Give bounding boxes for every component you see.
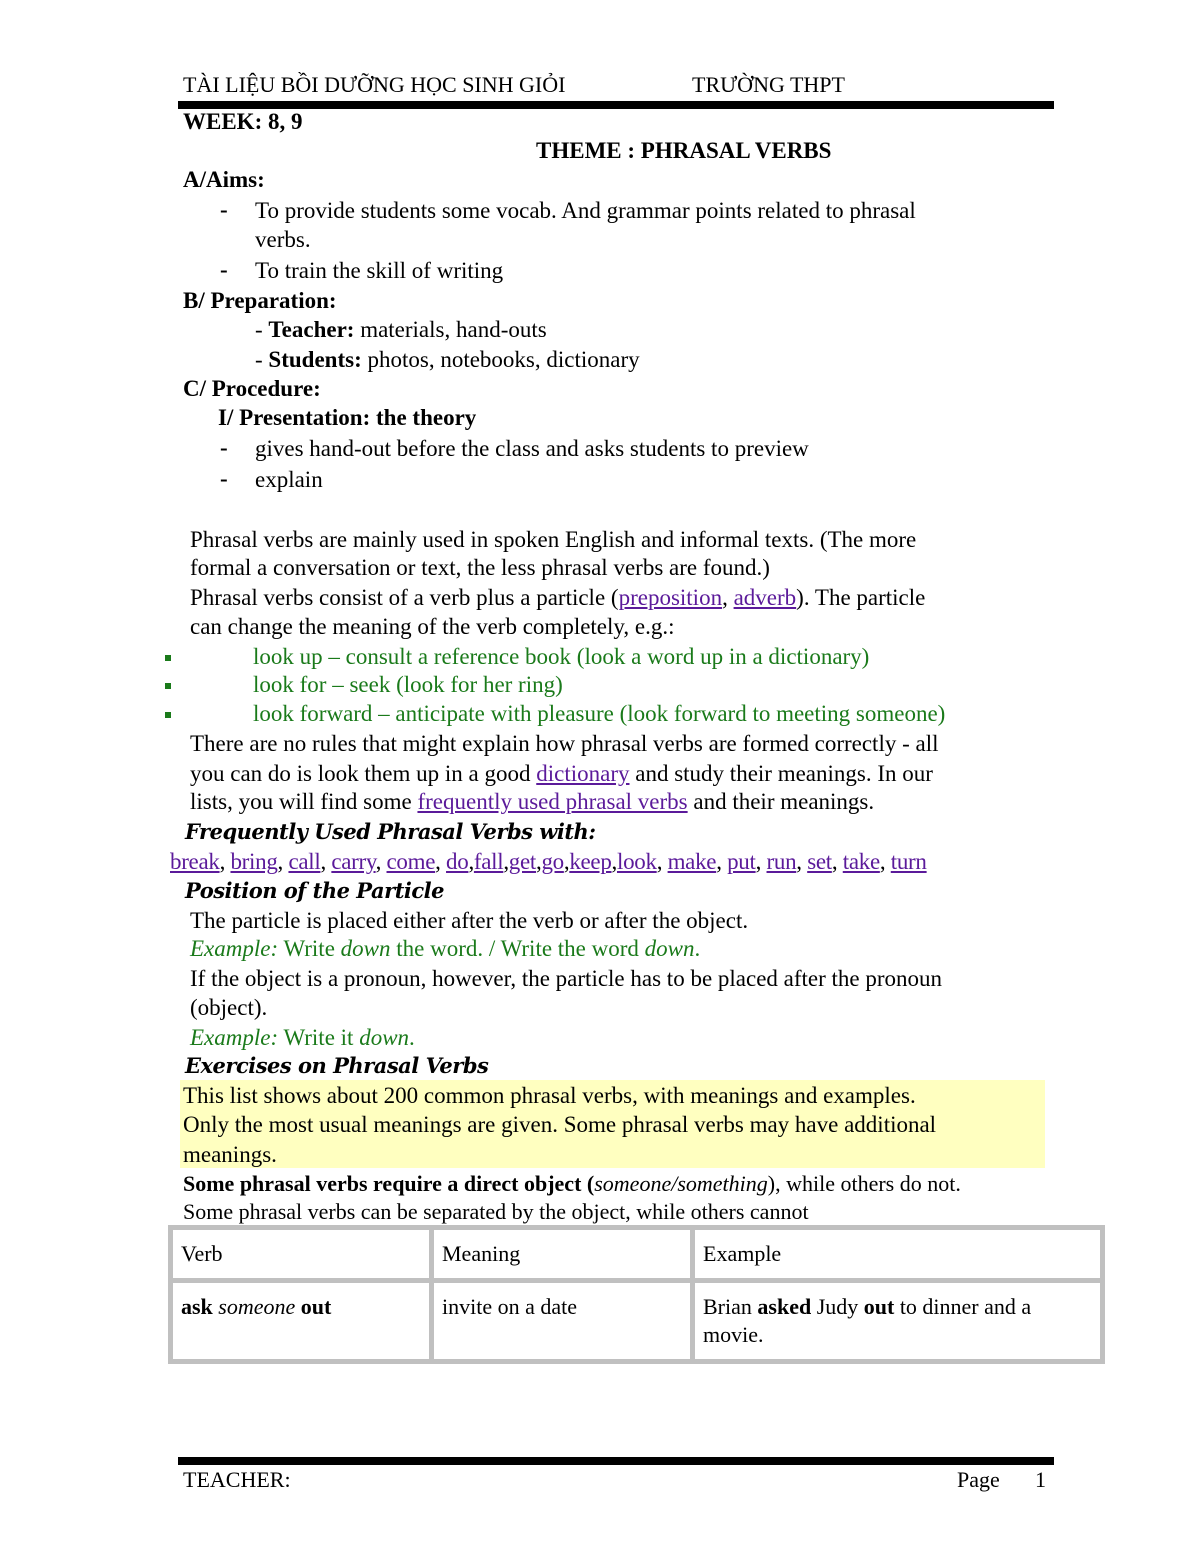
paragraph-line: can change the meaning of the verb completely, e.g.: [190, 614, 675, 639]
phrasal-verb-table [168, 1225, 1105, 1364]
verb-link-come[interactable]: come [386, 849, 436, 874]
paragraph-line: Some phrasal verbs require a direct object (someone/something), while others do not. [183, 1171, 961, 1196]
verb-link-look[interactable]: look [616, 849, 657, 874]
preparation-heading: B/ Preparation: [183, 288, 337, 313]
highlight-line: This list shows about 200 common phrasal verbs, with meanings and examples. [183, 1083, 916, 1108]
verb-link-do[interactable]: do [446, 849, 469, 874]
prep-students: - Students: photos, notebooks, dictionary [255, 347, 640, 372]
header-cell: Meaning [434, 1230, 690, 1278]
bullet-dash: - [220, 435, 228, 460]
paragraph-line: formal a conversation or text, the less phrasal verbs are found.) [190, 555, 770, 580]
square-bullet-icon [165, 683, 171, 689]
footer-page-label: Page [957, 1467, 1000, 1492]
position-heading: Position of the Particle [185, 878, 444, 903]
link-frequent-phrasal-verbs[interactable]: frequently used phrasal verbs [417, 789, 688, 814]
verb-link-run[interactable]: run [766, 849, 797, 874]
verb-link-call[interactable]: call [288, 849, 321, 874]
verb-link-put[interactable]: put [727, 849, 756, 874]
verb-link-keep[interactable]: keep [569, 849, 612, 874]
example-cell: Brian asked Judy out to dinner and a movie. [695, 1283, 1100, 1359]
prep-teacher: - Teacher: materials, hand-outs [255, 317, 547, 342]
paragraph-line: Some phrasal verbs can be separated by the object, while others cannot [183, 1199, 809, 1224]
procedure-heading: C/ Procedure: [183, 376, 321, 401]
header-cell: Example [695, 1230, 1100, 1278]
theme-title: THEME : PHRASAL VERBS [536, 138, 832, 163]
example-item: look for – seek (look for her ring) [253, 672, 563, 697]
highlight-line: meanings. [183, 1142, 277, 1167]
verb-link-set[interactable]: set [807, 849, 832, 874]
verb-link-go[interactable]: go [541, 849, 564, 874]
example-line: Example: Write down the word. / Write the word down. [190, 936, 701, 961]
verb-link-make[interactable]: make [667, 849, 717, 874]
paragraph-line: Phrasal verbs consist of a verb plus a particle (preposition, adverb). The particle [190, 585, 926, 610]
aim-item: To provide students some vocab. And grammar points related to phrasal [255, 198, 916, 223]
header-cell: Verb [173, 1230, 429, 1278]
header-right: TRƯỜNG THPT [692, 72, 845, 97]
footer-rule [178, 1457, 1054, 1465]
paragraph-line: you can do is look them up in a good dictionary and study their meanings. In our [190, 761, 933, 786]
paragraph-line: There are no rules that might explain how phrasal verbs are formed correctly - all [190, 731, 939, 756]
paragraph-line: The particle is placed either after the verb or after the object. [190, 908, 749, 933]
footer-page-number: 1 [1035, 1467, 1046, 1492]
verb-link-fall[interactable]: fall [473, 849, 504, 874]
paragraph-line: Phrasal verbs are mainly used in spoken English and informal texts. (The more [190, 527, 917, 552]
header-rule [178, 101, 1054, 109]
verb-link-carry[interactable]: carry [331, 849, 376, 874]
procedure-item: explain [255, 467, 323, 492]
square-bullet-icon [165, 655, 171, 661]
week: WEEK: 8, 9 [183, 109, 303, 134]
presentation-heading: I/ Presentation: the theory [218, 405, 477, 430]
verb-link-bring[interactable]: bring [230, 849, 278, 874]
link-adverb[interactable]: adverb [733, 585, 797, 610]
example-item: look forward – anticipate with pleasure (look forward to meeting someone) [253, 701, 946, 726]
footer-left: TEACHER: [183, 1467, 291, 1492]
aim-item: To train the skill of writing [255, 258, 504, 283]
meaning-cell: invite on a date [434, 1283, 690, 1359]
verb-link-take[interactable]: take [842, 849, 880, 874]
exercises-heading: Exercises on Phrasal Verbs [185, 1053, 489, 1078]
table-header-row [173, 1230, 1100, 1278]
header-left: TÀI LIỆU BỒI DƯỠNG HỌC SINH GIỎI [183, 72, 566, 97]
verb-link-break[interactable]: break [170, 849, 220, 874]
verb-links: break, bring, call, carry, come, do,fall,get,go,keep,look, make, put, run, set, take, turn [170, 849, 927, 874]
link-preposition[interactable]: preposition [618, 585, 723, 610]
verb-link-turn[interactable]: turn [890, 849, 927, 874]
aims-heading: A/Aims: [183, 167, 265, 192]
link-dictionary[interactable]: dictionary [536, 761, 630, 786]
verb-cell: ask someone out [173, 1283, 429, 1359]
bullet-dash: - [220, 257, 228, 282]
bullet-dash: - [220, 466, 228, 491]
highlight-line: Only the most usual meanings are given. Some phrasal verbs may have additional [183, 1112, 937, 1137]
paragraph-line: lists, you will find some frequently used phrasal verbs and their meanings. [190, 789, 875, 814]
aim-item: verbs. [255, 227, 311, 252]
procedure-item: gives hand-out before the class and asks students to preview [255, 436, 809, 461]
verb-link-get[interactable]: get [508, 849, 536, 874]
square-bullet-icon [165, 712, 171, 718]
table-row [173, 1283, 1100, 1359]
paragraph-line: If the object is a pronoun, however, the particle has to be placed after the pronoun [190, 966, 943, 991]
frequent-heading: Frequently Used Phrasal Verbs with: [185, 819, 596, 844]
paragraph-line: (object). [190, 995, 268, 1020]
bullet-dash: - [220, 197, 228, 222]
example-item: look up – consult a reference book (look a word up in a dictionary) [253, 644, 870, 669]
example-line: Example: Write it down. [190, 1025, 415, 1050]
